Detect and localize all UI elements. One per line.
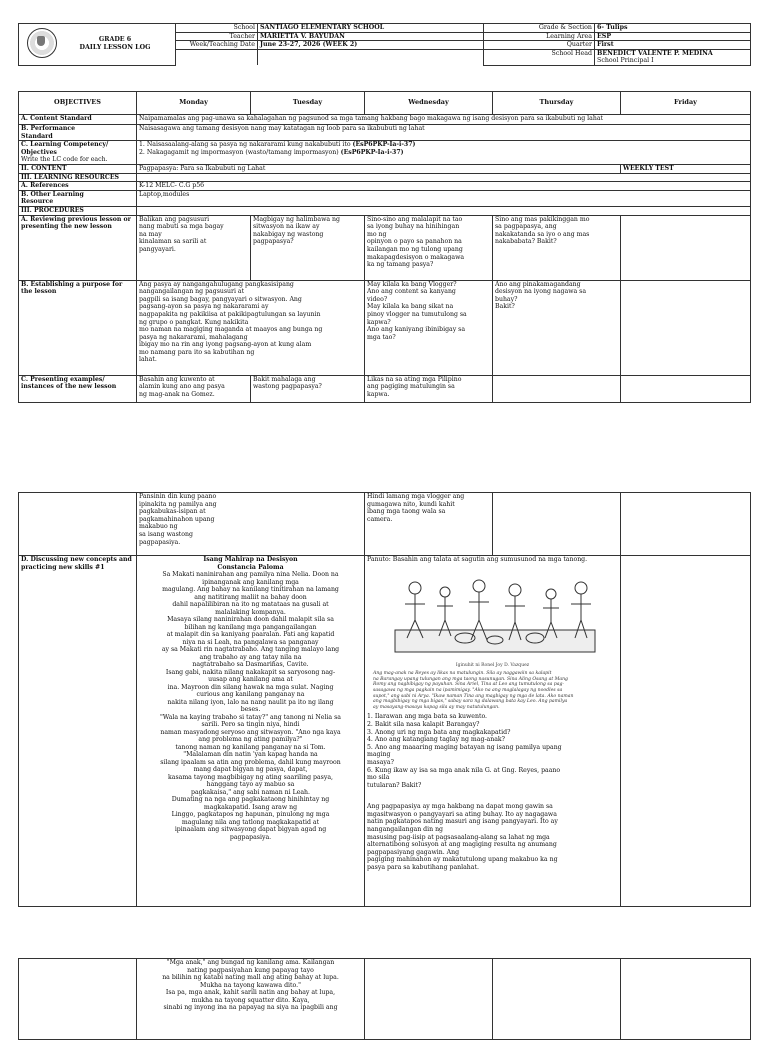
header-section [18, 23, 750, 66]
competency-2-code: (EsP6PKP-Ia-i-37) [340, 148, 404, 156]
competency-1-code: (EsP6PKP-Ia-i-37) [352, 141, 416, 149]
friday-heading: Friday [621, 92, 751, 115]
competency-label: C. Learning Competency/ Objectives [21, 141, 109, 156]
content-standard-label: A. Content Standard [19, 115, 137, 125]
lesson-log-page-1 [18, 91, 750, 403]
quarter-value: First [595, 41, 751, 50]
review-monday: Balikan ang pagsusuri nang mabuti sa mga bagay na may kinalaman sa sarili at pangyayari. [137, 215, 251, 280]
review-thursday: Sino ang mas pakikinggan mo sa pagpapasya, ang nakakatanda sa iyo o ang mas nakababata? Bakit? [493, 215, 621, 280]
school-value: SANTIAGO ELEMENTARY SCHOOL [258, 24, 484, 33]
content-standard-row [19, 115, 751, 125]
competency-value-cell [137, 141, 751, 165]
competency-1 [139, 141, 748, 149]
header-table [18, 23, 751, 66]
competency-1-text: 1. Naisasaalang-alang sa pasya ng nakararami kung nakabubuti ito [139, 141, 353, 149]
illustration-caption: Iginuhit ni Ronel Joy D. Vazquez [455, 662, 530, 668]
week-label: Week/Teaching Date [176, 41, 258, 50]
page3-row [19, 959, 751, 1040]
presenting-label: C. Presenting examples/ instances of the new lesson [19, 375, 137, 402]
content-value: Pagpapasya: Para sa Ikabubuti ng Lahat [137, 164, 621, 173]
other-resources-row [19, 190, 751, 206]
grade-label: GRADE 6 [98, 36, 132, 43]
weekly-test-label: WEEKLY TEST [621, 164, 751, 173]
wednesday-heading: Wednesday [365, 92, 493, 115]
competency-label-cell [19, 141, 137, 165]
lesson-table-3 [18, 958, 751, 1040]
competency-2 [139, 149, 748, 157]
lesson-table-2 [18, 492, 751, 907]
quarter-label: Quarter [484, 41, 595, 50]
review-wednesday: Sino-sino ang malalapit na tao sa iyong buhay na hinihingan mo ng opinyon o payo sa panahon na kailangan mo ng tulong upang makapagdesisyon o makagawa ka ng tamang pasya? [365, 215, 493, 280]
continuation-wednesday: Hindi lamang mga vlogger ang gumagawa nito, kundi kahit ibang mga taong wala sa camera. [365, 493, 493, 556]
lesson-log-page-3 [18, 958, 750, 1040]
discussing-row [19, 556, 751, 907]
story-cell [137, 556, 365, 907]
purpose-wednesday: May kilala ka bang Vlogger? Ano ang content sa kanyang video? May kilala ka bang sikat na pinoy vlogger na tumutulong sa kapwa? Ano ang kaniyang ibinibigay sa mga tao? [365, 280, 493, 375]
header-logo-cell [19, 24, 176, 66]
performance-standard-value: Naisasagawa ang tamang desisyon nang may katatagan ng loob para sa ikabubuti ng lahat [137, 125, 751, 141]
references-row [19, 182, 751, 191]
discussing-label: D. Discussing new concepts and practicing new skills #1 [19, 556, 137, 907]
purpose-monday: Ang pasya ay nangangahulugang pangkasisipang nangangailangan ng pagsusuri at pagpili sa isang bagay, pangyayari o sitwasyon. Ang pagsang-ayon sa pasya ng nakararami ay nagpapakita ng pakikiisa at pakikipagtulungan sa layunin ng grupo o pangkat. Kung nakikita mo naman na magiging maganda at maayos ang bunga ng pasya ng nakararami, mahalagang ibigay mo na rin ang iyong pagsang-ayon at kung alam mo namang para ito sa kabutihan ng lahat. [137, 280, 365, 375]
school-head-name: BENEDICT VALENTE P. MEDINA [597, 49, 713, 57]
teacher-label: Teacher [176, 32, 258, 41]
procedures-row [19, 206, 751, 215]
review-label: A. Reviewing previous lesson or presenting the new lesson [19, 215, 137, 280]
pagpapasiya-paragraph: Ang pagpapasiya ay mga hakbang na dapat mong gawin sa mgasitwasyon o pangyayari sa ating buhay. Ito ay nagagawa natin pagkatapos nating masuri ang isang pangyayari. Ito ay nangangailangan din ng masusing pag-iisip at pagsasaalang-alang sa lahat ng mga alternatibong solusyon at ang magiging resulta ng anumang pagpapasiyang gagawin. Ang pagiging mahinahon ay makatutulong upang makabuo ka ng pasya para sa kabutihang panlahat. [367, 803, 558, 872]
family-helping-illustration [375, 568, 611, 660]
school-head-title: School Principal I [597, 57, 654, 65]
deped-seal-icon [27, 28, 57, 58]
day-header-row [19, 92, 751, 115]
presenting-monday: Basahin ang kuwento at alamin kung ano ang pasya ng mag-anak na Gomez. [137, 375, 251, 402]
story-continuation: "Mga anak," ang bungad ng kanilang ama. Kailangan nating pagpasiyahan kung papayag tayo na bilihin ng katabi nating mall ang ating bahay at lupa. Mukha na tayong kawawa dito." Isa pa, mga anak, kahit sarili natin ang bahay at lupa, mukha na tayong squatter dito. Kaya, sinabi ng inyong ina na papayag na siya na ipagbili ang [137, 959, 365, 1040]
continuation-monday: Pansinin din kung paano ipinakita ng pamilya ang pagkabukas-isipan at pagkamahinahon upang makabuo ng sa isang wastong pagpapasiya. [137, 493, 365, 556]
other-resources-label: B. Other Learning Resource [19, 190, 137, 206]
monday-heading: Monday [137, 92, 251, 115]
reyes-paragraph: Ang mag-anak na Reyes ay likas na matulungin. Sila ay naggawiin sa kalapit na Barangay upang tulungan ang mga taong nasunugan. Sina Aling Osang at Mang Romy ang nagbibigay ng payuhan. Sina Ariel, Tina at Leo ang tumutulong sa pag- sasagawa ng mga pagkain na ipamimigay. "Ako na ang maglalagay ng noodles sa supot," ang sabi ni Arya. "Ikaw naman Tina ang magbigay ng mga de lata. Ako naman ang magbibigay ng mga bigas," sabay sara ng dalawang bata kay Leo. Ang pamilya ay masayang-masaya kapag sila ay may natutulungan. [373, 671, 574, 710]
objectives-heading: OBJECTIVES [19, 92, 137, 115]
references-label: A. References [19, 182, 137, 191]
purpose-thursday: Ano ang pinakamagandang desisyon na iyong nagawa sa buhay? Bakit? [493, 280, 621, 375]
story-body: Sa Makati naninirahan ang pamilya nina Nelia. Doon na ipinanganak ang kanilang mga magulang. Ang bahay na kanilang tinitirahan na lamang ang natitirang maliit na bahay doon dahil napalilibiran na ito ng matataas na gusali at malalaking kompanya. Masaya silang naninirahan doon dahil malapit sila sa bilihan ng kanilang mga pangangailangan at malapit din sa kaniyang paaralan. Pati ang kapatid niya na si Leah, na pangalawa sa panganay ay sa Makati rin nagtatrabaho. Ang tanging malayo lang ang trabaho ay ang tatay nila na nagtatrabaho sa Dasmariñas, Cavite. Isang gabi, nakita nilang nakakapit sa saryosong nag- uusap ang kanilang ama at ina. Mayroon din silang hawak na mga sulat. Naging curious ang kanilang panganay na nakita nilang iyon, lalo na nang naulit pa ito ng ilang beses. "Wala na kaying trabaho si tatay?" ang tanong ni Nelia sa sarili. Pero sa tingin niya, hindi naman masyadong seryoso ang sitwasyon. "Ano nga kaya ang problema ng ating pamilya?" tanong naman ng kanilang panganay na si Tom. "Malalaman din natin 'yan kapag handa na silang ipaalam sa atin ang problema, dahil kung mayroon mang dapat bigyan ng pasya, dapat, kasama tayong magbibigay ng ating saariling pasya, hanggang tayo ay mabuo sa pagkakaisa," ang sabi naman ni Leah. Dumating na nga ang pagkakataong hinihintay ng magkakapatid. Isang araw ng Linggo, pagkatapos ng hapunan, pinulong ng mga magulang nila ang tatlong magkakapatid at ipinaalam ang sitwasyong dapat bigyan agad ng pagpapasiya. [160, 571, 341, 841]
log-label: DAILY LESSON LOG [79, 43, 151, 51]
resources-label: III. LEARNING RESOURCES [19, 173, 137, 182]
review-tuesday: Magbigay ng halimbawa ng sitwasyon na ikaw ay nakabigay ng wastong pagpapasya? [251, 215, 365, 280]
purpose-row [19, 280, 751, 375]
teacher-value: MARIETTA V. BAYUDAN [258, 32, 484, 41]
wednesday-activity-cell [365, 556, 621, 907]
tuesday-heading: Tuesday [251, 92, 365, 115]
school-label: School [176, 24, 258, 33]
question-list: 1. Ilarawan ang mga bata sa kuwento. 2. Bakit sila nasa kalapit Barangay? 3. Anong uri ng mga bata ang magkakapatid? 4. Ano ang katangiang taglay ng mag-anak? 5. Ano ang maaaring maging batayan ng isang pamilya upang maging masaya? 6. Kung ikaw ay isa sa mga anak nila G. at Gng. Reyes, paano mo sila tutularan? Bakit? [367, 713, 562, 789]
presenting-wednesday: Likas na sa ating mga Pilipino ang pagiging matulungin sa kapwa. [365, 375, 493, 402]
competency-row [19, 141, 751, 165]
grade-section-value: 6- Tulips [595, 24, 751, 33]
story-author: Constancia Paloma [217, 563, 284, 571]
review-row [19, 215, 751, 280]
performance-standard-label: B. Performance Standard [19, 125, 137, 141]
resources-row [19, 173, 751, 182]
lesson-table-1 [18, 91, 751, 403]
learning-area-value: ESP [595, 32, 751, 41]
continuation-row [19, 493, 751, 556]
week-value: June 23-27, 2026 (WEEK 2) [258, 41, 484, 50]
school-head-cell [595, 49, 751, 65]
grade-section-label: Grade & Section [484, 24, 595, 33]
content-label: II. CONTENT [19, 164, 137, 173]
school-head-label: School Head [484, 49, 595, 65]
competency-2-text: 2. Nakagagamit ng impormasyon (wasto/tamang impormasyon) [139, 148, 341, 156]
presenting-tuesday: Bakit mahalaga ang wastong pagpapasya? [251, 375, 365, 402]
procedures-label: III. PROCEDURES [19, 206, 137, 215]
story-title: Isang Mahirap na Desisyon [203, 556, 298, 563]
lesson-log-page-2 [18, 492, 750, 907]
grade-title [59, 36, 171, 51]
panuto-text: Panuto: Basahin ang talata at sagutin ang sumusunod na mga tanong. [367, 556, 588, 563]
purpose-label: B. Establishing a purpose for the lesson [19, 280, 137, 375]
learning-area-label: Learning Area [484, 32, 595, 41]
other-resources-value: Laptop,modules [137, 190, 751, 206]
content-standard-value: Naipamamalas ang pag-unawa sa kahalagahan ng pagsunod sa mga tamang hakbang bago makagawa ng isang desisyon para sa ikabubuti ng lahat [137, 115, 751, 125]
performance-standard-row [19, 125, 751, 141]
competency-note: Write the LC code for each. [21, 156, 108, 164]
presenting-row [19, 375, 751, 402]
content-row [19, 164, 751, 173]
references-value: K-12 MELC- C.G p56 [137, 182, 751, 191]
thursday-heading: Thursday [493, 92, 621, 115]
